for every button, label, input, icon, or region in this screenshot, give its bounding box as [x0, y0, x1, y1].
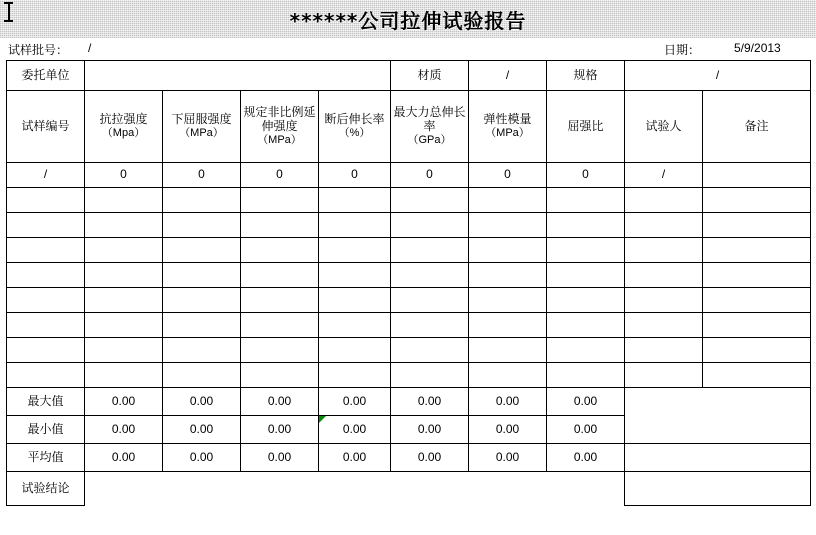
cell-tensile[interactable] [85, 363, 163, 388]
stat-min-tensile[interactable]: 0.00 [85, 416, 163, 444]
cell-operator[interactable] [625, 213, 703, 238]
cell-modulus[interactable] [469, 363, 547, 388]
text-cursor-icon [4, 2, 13, 22]
cell-operator[interactable] [625, 338, 703, 363]
cell-modulus[interactable] [469, 263, 547, 288]
col-header-agt [391, 91, 469, 163]
table-row [7, 238, 811, 263]
col-header-lower-label: 下屈服强度 [171, 112, 232, 127]
cell-ratio[interactable] [547, 363, 625, 388]
cell-proof[interactable] [241, 363, 319, 388]
cell-modulus[interactable] [469, 213, 547, 238]
cell-no[interactable] [7, 263, 85, 288]
col-header-operator-label: 试验人 [645, 118, 682, 133]
cell-tensile[interactable] [85, 213, 163, 238]
cell-elong[interactable] [319, 338, 391, 363]
table-row [7, 188, 811, 213]
stat-avg-proof[interactable]: 0.00 [241, 444, 319, 472]
cell-agt[interactable] [391, 338, 469, 363]
cell-no[interactable] [7, 363, 85, 388]
stat-min-elong[interactable]: 0.00 [319, 416, 391, 444]
col-header-elong-label: 断后伸长率 [324, 112, 385, 127]
date-value[interactable]: 5/9/2013 [734, 41, 781, 55]
document-meta [0, 38, 816, 60]
cell-modulus[interactable] [469, 188, 547, 213]
table-row [7, 163, 811, 188]
cell-lower[interactable] [163, 213, 241, 238]
stat-max-proof[interactable]: 0.00 [241, 388, 319, 416]
cell-ratio[interactable] [547, 288, 625, 313]
col-header-operator [625, 91, 703, 163]
stat-avg-agt[interactable]: 0.00 [391, 444, 469, 472]
col-header-proof-unit: （MPa） [257, 133, 302, 146]
stat-max-tensile[interactable]: 0.00 [85, 388, 163, 416]
stats-empty-area-2 [625, 444, 811, 472]
stat-avg-tensile[interactable]: 0.00 [85, 444, 163, 472]
cell-remark[interactable] [703, 163, 811, 188]
table-row [7, 263, 811, 288]
cell-elong[interactable] [319, 213, 391, 238]
cell-operator[interactable]: / [625, 163, 703, 188]
batch-value[interactable]: / [88, 41, 92, 55]
stat-avg-elong[interactable]: 0.00 [319, 444, 391, 472]
col-header-elong-unit: （%） [338, 127, 371, 140]
cell-lower[interactable] [163, 338, 241, 363]
cell-proof[interactable]: 0 [241, 163, 319, 188]
cell-lower[interactable] [163, 288, 241, 313]
conclusion-row [7, 472, 811, 506]
tensile-report-table [6, 60, 811, 506]
cell-lower[interactable] [163, 238, 241, 263]
cell-operator[interactable] [625, 288, 703, 313]
col-header-modulus [469, 91, 547, 163]
cell-modulus[interactable] [469, 288, 547, 313]
stat-min-lower[interactable]: 0.00 [163, 416, 241, 444]
cell-ratio[interactable]: 0 [547, 163, 625, 188]
col-header-modulus-unit: （MPa） [485, 127, 530, 140]
cell-ratio[interactable] [547, 338, 625, 363]
table-row [7, 338, 811, 363]
cell-remark[interactable] [703, 313, 811, 338]
cell-agt[interactable] [391, 263, 469, 288]
col-header-elong [319, 91, 391, 163]
spec-label-cell: 规格 [547, 61, 625, 91]
col-header-proof-label: 规定非比例延伸强度 [243, 105, 316, 134]
cell-no[interactable] [7, 188, 85, 213]
cell-operator[interactable] [625, 188, 703, 213]
cell-lower[interactable] [163, 313, 241, 338]
cell-operator[interactable] [625, 363, 703, 388]
cell-tensile[interactable]: 0 [85, 163, 163, 188]
table-row [7, 313, 811, 338]
cell-proof[interactable] [241, 238, 319, 263]
cell-proof[interactable] [241, 288, 319, 313]
col-header-no [7, 91, 85, 163]
col-header-remark-label: 备注 [744, 118, 769, 133]
cell-operator[interactable] [625, 263, 703, 288]
cell-proof[interactable] [241, 213, 319, 238]
spec-value-cell[interactable]: / [625, 61, 811, 91]
material-value-cell[interactable]: / [469, 61, 547, 91]
stat-min-modulus[interactable]: 0.00 [469, 416, 547, 444]
cell-lower[interactable] [163, 263, 241, 288]
cell-tensile[interactable] [85, 313, 163, 338]
conclusion-label: 试验结论 [7, 472, 85, 506]
table-row [7, 363, 811, 388]
cell-agt[interactable] [391, 213, 469, 238]
stat-max-ratio[interactable]: 0.00 [547, 388, 625, 416]
cell-ratio[interactable] [547, 313, 625, 338]
col-header-modulus-label: 弹性模量 [483, 112, 532, 127]
cell-elong[interactable]: 0 [319, 163, 391, 188]
cell-tensile[interactable] [85, 338, 163, 363]
col-header-tensile [85, 91, 163, 163]
stats-row-max [7, 388, 811, 416]
stat-label-min: 最小值 [7, 416, 85, 444]
cell-no[interactable] [7, 313, 85, 338]
cell-tensile[interactable] [85, 188, 163, 213]
cell-agt[interactable]: 0 [391, 163, 469, 188]
cell-proof[interactable] [241, 313, 319, 338]
stat-min-proof[interactable]: 0.00 [241, 416, 319, 444]
cell-ratio[interactable] [547, 263, 625, 288]
cell-agt[interactable] [391, 313, 469, 338]
cell-elong[interactable] [319, 363, 391, 388]
cell-elong[interactable] [319, 238, 391, 263]
table-row [7, 288, 811, 313]
cell-no[interactable] [7, 338, 85, 363]
cell-proof[interactable] [241, 338, 319, 363]
stat-max-lower[interactable]: 0.00 [163, 388, 241, 416]
cell-agt[interactable] [391, 288, 469, 313]
cell-agt[interactable] [391, 188, 469, 213]
conclusion-empty-area [625, 472, 811, 506]
date-label: 日期： [664, 43, 701, 57]
cell-ratio[interactable] [547, 188, 625, 213]
cell-tensile[interactable] [85, 288, 163, 313]
cell-modulus[interactable] [469, 313, 547, 338]
cell-remark[interactable] [703, 188, 811, 213]
cell-tensile[interactable] [85, 263, 163, 288]
cell-proof[interactable] [241, 188, 319, 213]
col-header-ratio-label: 屈强比 [567, 118, 604, 133]
col-header-agt-unit: （GPa） [407, 133, 452, 146]
stat-avg-modulus[interactable]: 0.00 [469, 444, 547, 472]
col-header-agt-label: 最大力总伸长率 [393, 105, 466, 134]
col-header-tensile-label: 抗拉强度 [99, 112, 148, 127]
title-banner [0, 0, 816, 38]
stat-label-max: 最大值 [7, 388, 85, 416]
cell-operator[interactable] [625, 238, 703, 263]
table-row [7, 213, 811, 238]
cell-operator[interactable] [625, 313, 703, 338]
client-value-cell[interactable] [85, 61, 391, 91]
cell-elong[interactable] [319, 288, 391, 313]
cell-tensile[interactable] [85, 238, 163, 263]
col-header-remark [703, 91, 811, 163]
cell-agt[interactable] [391, 238, 469, 263]
col-header-tensile-unit: （Mpa） [101, 127, 146, 140]
cell-remark[interactable] [703, 213, 811, 238]
conclusion-value[interactable] [85, 472, 625, 506]
cell-proof[interactable] [241, 263, 319, 288]
stat-avg-lower[interactable]: 0.00 [163, 444, 241, 472]
col-header-lower [163, 91, 241, 163]
cell-elong[interactable] [319, 188, 391, 213]
cell-ratio[interactable] [547, 213, 625, 238]
stat-min-agt[interactable]: 0.00 [391, 416, 469, 444]
stats-empty-area [625, 388, 811, 444]
stat-max-modulus[interactable]: 0.00 [469, 388, 547, 416]
stat-max-elong[interactable]: 0.00 [319, 388, 391, 416]
cell-lower[interactable] [163, 188, 241, 213]
col-header-ratio [547, 91, 625, 163]
material-label-cell: 材质 [391, 61, 469, 91]
batch-label: 试样批号： [8, 43, 69, 57]
cell-no[interactable] [7, 213, 85, 238]
cell-remark[interactable] [703, 238, 811, 263]
cell-no[interactable] [7, 238, 85, 263]
cell-no[interactable] [7, 288, 85, 313]
cell-elong[interactable] [319, 263, 391, 288]
cell-lower[interactable]: 0 [163, 163, 241, 188]
cell-agt[interactable] [391, 363, 469, 388]
stat-max-agt[interactable]: 0.00 [391, 388, 469, 416]
cell-remark[interactable] [703, 338, 811, 363]
cell-no[interactable]: / [7, 163, 85, 188]
client-label-cell: 委托单位 [7, 61, 85, 91]
cell-lower[interactable] [163, 363, 241, 388]
page-title: ******公司拉伸试验报告 [289, 8, 527, 33]
stat-min-ratio[interactable]: 0.00 [547, 416, 625, 444]
cell-modulus[interactable] [469, 238, 547, 263]
cell-ratio[interactable] [547, 238, 625, 263]
table-header-row [7, 91, 811, 163]
cell-remark[interactable] [703, 363, 811, 388]
stats-row-avg [7, 444, 811, 472]
col-header-no-label: 试样编号 [21, 118, 70, 133]
stat-label-avg: 平均值 [7, 444, 85, 472]
col-header-lower-unit: （MPa） [179, 127, 224, 140]
table-info-row [7, 61, 811, 91]
cell-remark[interactable] [703, 263, 811, 288]
cell-modulus[interactable] [469, 338, 547, 363]
stat-avg-ratio[interactable]: 0.00 [547, 444, 625, 472]
cell-remark[interactable] [703, 288, 811, 313]
col-header-proof [241, 91, 319, 163]
cell-modulus[interactable]: 0 [469, 163, 547, 188]
cell-elong[interactable] [319, 313, 391, 338]
